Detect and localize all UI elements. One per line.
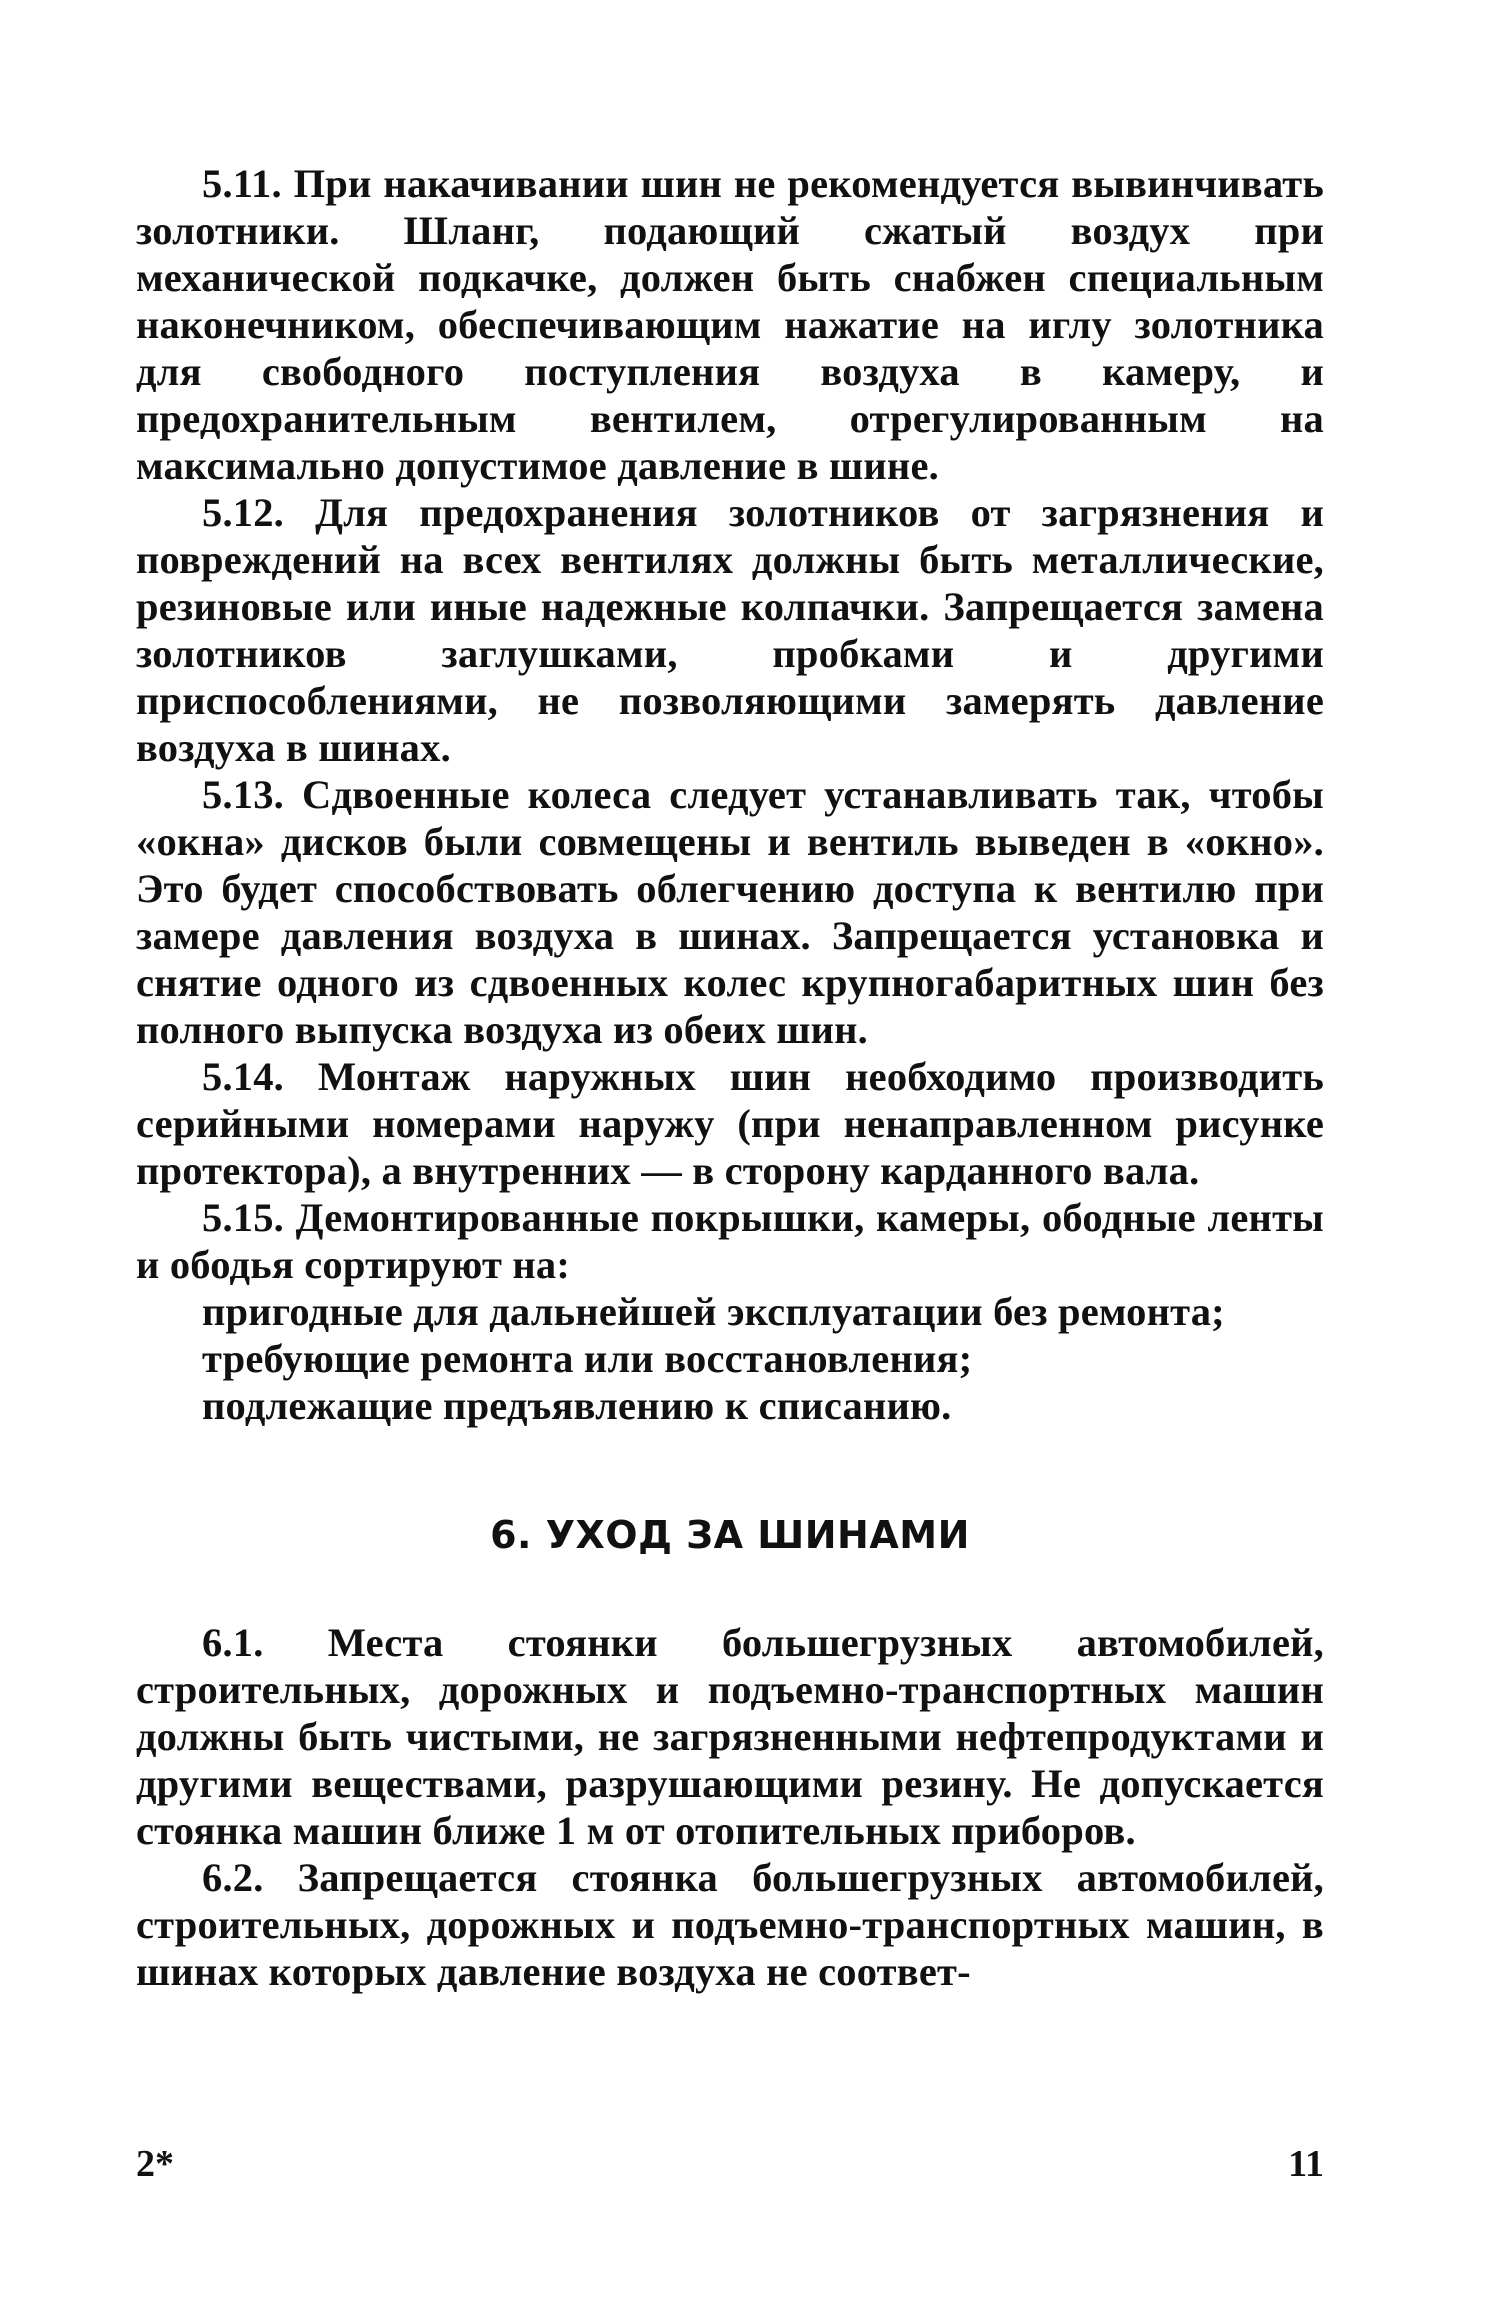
- section-heading: 6. УХОД ЗА ШИНАМИ: [490, 1513, 970, 1557]
- document-page: [136, 160, 1324, 1995]
- list-item-write-off: подлежащие предъявлению к списанию.: [202, 1383, 952, 1428]
- paragraph-5-12: 5.12. Для предохранения золотников от загрязнения и повреждений на всех вентилях должны быть металлические, резиновые или иные надежные колпачки. Запрещается замена золотников заглушками, пробками и другими приспособлениями, не позволяющими замерять давление воздуха в шинах.: [136, 490, 1324, 770]
- signature-mark: 2*: [136, 2143, 174, 2185]
- list-item-repairable: пригодные для дальнейшей эксплуатации без ремонта;: [202, 1289, 1225, 1334]
- paragraph-6-2: 6.2. Запрещается стоянка большегрузных автомобилей, строительных, дорожных и подъемно-транспортных машин, в шинах которых давление воздуха не соответ-: [136, 1855, 1324, 1994]
- list-item-needs-repair: требующие ремонта или восстановления;: [202, 1336, 973, 1381]
- paragraph-5-13: 5.13. Сдвоенные колеса следует устанавливать так, чтобы «окна» дисков были совмещены и вентиль выведен в «окно». Это будет способствовать облегчению доступа к вентилю при замере давления воздуха в шинах. Запрещается установка и снятие одного из сдвоенных колес крупногабаритных шин без полного выпуска воздуха из обеих шин.: [136, 772, 1324, 1052]
- page-number: 11: [1288, 2143, 1324, 2185]
- paragraph-6-1: 6.1. Места стоянки большегрузных автомобилей, строительных, дорожных и подъемно-транспортных машин должны быть чистыми, не загрязненными нефтепродуктами и другими веществами, разрушающими резину. Не допускается стоянка машин ближе 1 м от отопительных приборов.: [136, 1620, 1324, 1853]
- paragraph-5-14: 5.14. Монтаж наружных шин необходимо производить серийными номерами наружу (при ненаправленном рисунке протектора), а внутренних — в сторону карданного вала.: [136, 1054, 1324, 1193]
- paragraph-5-15: 5.15. Демонтированные покрышки, камеры, ободные ленты и ободья сортируют на:: [136, 1195, 1324, 1287]
- paragraph-5-11: 5.11. При накачивании шин не рекомендуется вывинчивать золотники. Шланг, подающий сжатый воздух при механической подкачке, должен быть снабжен специальным наконечником, обеспечивающим нажатие на иглу золотника для свободного поступления воздуха в камеру, и предохранительным вентилем, отрегулированным на максимально допустимое давление в шине.: [136, 161, 1324, 488]
